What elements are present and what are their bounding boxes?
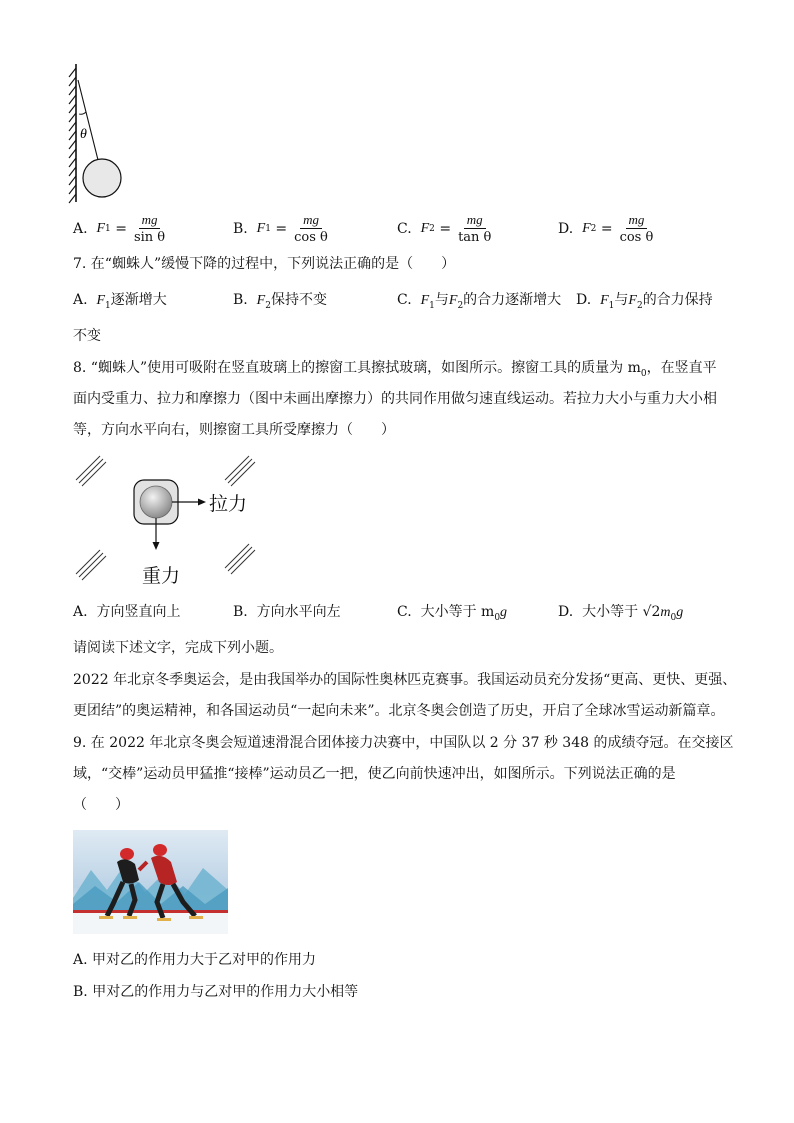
q6-option-b[interactable]: B. F 1 = $\frac{mg}{\text{cos θ}}$ bbox=[233, 212, 328, 245]
q8-option-c[interactable]: C. 大小等于 $m_0g$ bbox=[397, 604, 508, 623]
speed-skating-photo bbox=[73, 830, 228, 934]
q7-option-c[interactable]: C. $F_1$与$F_2$的合力逐渐增大 bbox=[397, 292, 562, 311]
pull-force-label: 拉力 bbox=[209, 493, 248, 515]
q8-stem-line1: 8. “蜘蛛人”使用可吸附在竖直玻璃上的擦窗工具擦拭玻璃，如图所示。擦窗工具的质量为 $m_0$，在竖直平 bbox=[73, 360, 717, 379]
q8-option-d[interactable]: D. 大小等于 $√2m_0g$ bbox=[558, 604, 684, 623]
q6-option-c[interactable]: C. F 2 = $\frac{mg}{\text{tan θ}}$ bbox=[397, 212, 492, 245]
q7-option-d-wrap: 不变 bbox=[73, 328, 101, 344]
q9-stem-line2: 域，“交棒”运动员甲猛推“接棒”运动员乙一把，使乙向前快速冲出，如图所示。下列说法正确的是 bbox=[73, 766, 676, 782]
q9-option-a[interactable]: A. 甲对乙的作用力大于乙对甲的作用力 bbox=[73, 952, 317, 968]
q9-stem-line3: （ ） bbox=[73, 797, 129, 813]
q8-stem-line2: 面内受重力、拉力和摩擦力（图中未画出摩擦力）的共同作用做匀速直线运动。若拉力大小与重力大小相 bbox=[73, 391, 717, 407]
reading-paragraph-line2: 更团结”的奥运精神，和各国运动员“一起向未来”。北京冬奥会创造了历史，开启了全球冰雪运动新篇章。 bbox=[73, 703, 725, 719]
q6-option-a[interactable]: A. F 1 = $\frac{mg}{\text{sin θ}}$ bbox=[73, 212, 166, 245]
q9-option-b[interactable]: B. 甲对乙的作用力与乙对甲的作用力大小相等 bbox=[73, 984, 359, 1000]
q8-stem-line3: 等，方向水平向右，则擦窗工具所受摩擦力（ ） bbox=[73, 422, 395, 438]
gravity-force-label: 重力 bbox=[142, 565, 181, 587]
pendulum-wall-figure bbox=[66, 60, 136, 208]
q8-option-a[interactable]: A. 方向竖直向上 bbox=[73, 604, 181, 620]
q7-option-b[interactable]: B. $F_2$保持不变 bbox=[233, 292, 327, 311]
q8-option-b[interactable]: B. 方向水平向左 bbox=[233, 604, 341, 620]
q7-option-a[interactable]: A. $F_1$逐渐增大 bbox=[73, 292, 167, 311]
q7-stem: 7. 在“蜘蛛人”缓慢下降的过程中，下列说法正确的是（ ） bbox=[73, 256, 456, 272]
q9-stem-line1: 9. 在 2022 年北京冬奥会短道速滑混合团体接力决赛中，中国队以 2 分 37 秒 348 的成绩夺冠。在交接区 bbox=[73, 735, 734, 751]
reading-paragraph-line1: 2022 年北京冬季奥运会，是由我国举办的国际性奥林匹克赛事。我国运动员充分发扬“更高、更快、更强、 bbox=[73, 672, 737, 688]
svg-text:θ: θ bbox=[80, 127, 87, 142]
reading-intro: 请阅读下述文字，完成下列小题。 bbox=[73, 640, 283, 656]
q7-option-d[interactable]: D. $F_1$与$F_2$的合力保持 bbox=[576, 292, 713, 311]
q6-option-d[interactable]: D. F 2 = $\frac{mg}{\text{cos θ}}$ bbox=[558, 212, 654, 245]
